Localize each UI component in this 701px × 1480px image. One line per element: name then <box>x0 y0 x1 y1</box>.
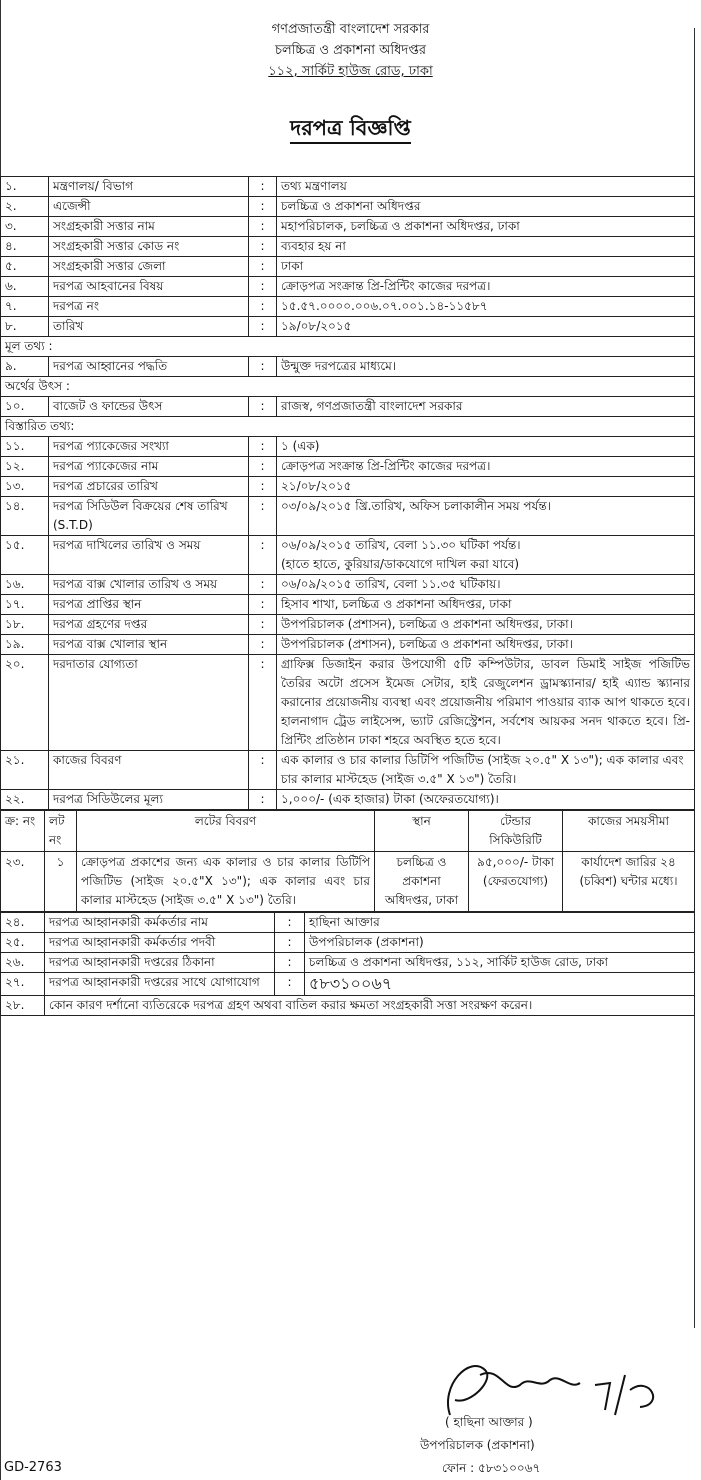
table-row <box>1 595 695 615</box>
row-number: ৩. <box>1 217 49 237</box>
lot-header-desc: লটের বিবরণ <box>77 811 375 852</box>
row-number: ১১. <box>1 437 49 457</box>
row-label: এজেন্সী <box>49 197 249 217</box>
row-value: উপপরিচালক (প্রশাসন), চলচ্চিত্র ও প্রকাশনা অধিদপ্তর, ঢাকা। <box>277 635 695 655</box>
row-colon: : <box>249 297 277 317</box>
row-label: বাজেট ও ফান্ডের উৎস <box>49 397 249 417</box>
table-row <box>1 575 695 595</box>
signatory-designation: উপপরিচালক (প্রকাশনা) <box>420 1438 535 1452</box>
row-value: উপপরিচালক (প্রশাসন), চলচ্চিত্র ও প্রকাশনা অধিদপ্তর, ঢাকা। <box>277 615 695 635</box>
row-number: ৮. <box>1 317 49 337</box>
row-colon: : <box>249 257 277 277</box>
row-label: মন্ত্রণালয়/ বিভাগ <box>49 177 249 197</box>
lot-header-place: স্থান <box>375 811 469 852</box>
row-value: ক্রোড়পত্র সংক্রান্ত প্রি-প্রিন্টিং কাজের দরপত্র। <box>277 457 695 477</box>
row-number: ২০. <box>1 655 49 751</box>
row-label: দরপত্র প্যাকেজের নাম <box>49 457 249 477</box>
table-row <box>1 257 695 277</box>
row-number: ৪. <box>1 237 49 257</box>
table-row <box>1 996 695 1016</box>
row-number: ২১. <box>1 751 49 790</box>
row-value: উপপরিচালক (প্রকাশনা) <box>305 933 695 953</box>
row-number: ১২. <box>1 457 49 477</box>
row-value: ১৯/০৮/২০১৫ <box>277 317 695 337</box>
row-number: ৬. <box>1 277 49 297</box>
table-row <box>1 655 695 751</box>
info-table <box>0 176 695 810</box>
lot-header-time: কাজের সময়সীমা <box>563 811 695 852</box>
row-number: ১০. <box>1 397 49 417</box>
row-label: দরপত্র দাখিলের তারিখ ও সময় <box>49 536 249 575</box>
row-number: ১৩. <box>1 477 49 497</box>
row-value: ১ (এক) <box>277 437 695 457</box>
row-value: চলচ্চিত্র ও প্রকাশনা অধিদপ্তর <box>277 197 695 217</box>
row-colon: : <box>275 933 305 953</box>
lot-description: ক্রোড়পত্র প্রকাশের জন্য এক কালার ও চার কালার ডিটিপি পজিটিভ (সাইজ ২০.৫"X ১৩"); এক কালার এবং চার কালার মাস্টহেড (সাইজ ৩.৫" X ১৩") তৈরি। <box>77 852 375 912</box>
row-colon: : <box>249 177 277 197</box>
row-value: ব্যবহার হয় না <box>277 237 695 257</box>
table-row <box>1 237 695 257</box>
row-colon: : <box>249 595 277 615</box>
table-row <box>1 953 695 973</box>
row-value: হাছিনা আক্তার <box>305 913 695 933</box>
row-number: ১৭. <box>1 595 49 615</box>
lot-place: চলচ্চিত্র ও প্রকাশনা অধিদপ্তর, ঢাকা <box>375 852 469 912</box>
lot-table <box>0 810 695 912</box>
row-value: মহাপরিচালক, চলচ্চিত্র ও প্রকাশনা অধিদপ্তর, ঢাকা <box>277 217 695 237</box>
row-value: রাজস্ব, গণপ্রজাতন্ত্রী বাংলাদেশ সরকার <box>277 397 695 417</box>
row-number: ৭. <box>1 297 49 317</box>
row-colon: : <box>249 217 277 237</box>
table-row <box>1 751 695 790</box>
row-value: ০৩/০৯/২০১৫ খ্রি.তারিখ, অফিস চলাকালীন সময় পর্যন্ত। <box>277 497 695 536</box>
lot-security: ৯৫,০০০/- টাকা (ফেরতযোগ্য) <box>469 852 563 912</box>
footer-code: GD-2763 <box>4 1460 62 1475</box>
row-number: ১৪. <box>1 497 49 536</box>
lot-header-lot: লট নং <box>45 811 77 852</box>
row-number: ২৬. <box>1 953 45 973</box>
table-row <box>1 913 695 933</box>
officer-table <box>0 912 695 1016</box>
row-value-line: (হাতে হাতে, কুরিয়ার/ডাকযোগে দাখিল করা যাবে) <box>281 557 520 571</box>
row-number: ৫. <box>1 257 49 277</box>
row-colon: : <box>249 536 277 575</box>
row-label: দরদাতার যোগ্যতা <box>49 655 249 751</box>
row-colon: : <box>249 457 277 477</box>
row-label: দরপত্র সিডিউলের মূল্য <box>49 790 249 810</box>
row-colon: : <box>275 953 305 973</box>
row-colon: : <box>249 575 277 595</box>
row-number: ২৪. <box>1 913 45 933</box>
row-value: ০৬/০৯/২০১৫ তারিখ, বেলা ১১.৩৫ ঘটিকায়। <box>277 575 695 595</box>
row-value: ক্রোড়পত্র সংক্রান্ত প্রি-প্রিন্টিং কাজের দরপত্র। <box>277 277 695 297</box>
row-number: ১৬. <box>1 575 49 595</box>
row-value: এক কালার ও চার কালার ডিটিপি পজিটিভ (সাইজ ২০.৫" X ১৩"); এক কালার এবং চার কালার মাস্টহেড (সাইজ ৩.৫" X ১৩") তৈরি। <box>277 751 695 790</box>
row-label: কাজের বিবরণ <box>49 751 249 790</box>
row-value: ৫৮৩১০০৬৭ <box>305 973 695 996</box>
table-row <box>1 177 695 197</box>
row-value: চলচ্চিত্র ও প্রকাশনা অধিদপ্তর, ১১২, সার্কিট হাউজ রোড, ঢাকা <box>305 953 695 973</box>
row-colon: : <box>275 913 305 933</box>
row-colon: : <box>249 437 277 457</box>
row-value: উন্মুক্ত দরপত্রের মাধ্যমে। <box>277 357 695 377</box>
row-number: ২৭. <box>1 973 45 996</box>
row-label: দরপত্র প্রাপ্তির স্থান <box>49 595 249 615</box>
lot-header-row <box>1 811 695 852</box>
header-address: ১১২, সার্কিট হাউজ রোড, ঢাকা <box>268 64 433 79</box>
row-value-line: ০৬/০৯/২০১৫ তারিখ, বেলা ১১.৩০ ঘটিকা পর্যন্ত। <box>281 538 521 552</box>
lot-header-security: টেন্ডার সিকিউরিটি <box>469 811 563 852</box>
row-label: দরপত্র নং <box>49 297 249 317</box>
row-colon: : <box>249 357 277 377</box>
row-label: দরপত্র আহ্বানকারী কর্মকর্তার নাম <box>45 913 275 933</box>
row-value <box>277 536 695 575</box>
row-number: ১৮. <box>1 615 49 635</box>
row-number: ২. <box>1 197 49 217</box>
lot-row <box>1 852 695 912</box>
table-row <box>1 457 695 477</box>
row-number: ৯. <box>1 357 49 377</box>
notice-title-text: দরপত্র বিজ্ঞপ্তি <box>290 116 411 144</box>
table-row <box>1 615 695 635</box>
header-government: গণপ্রজাতন্ত্রী বাংলাদেশ সরকার <box>271 22 430 37</box>
row-value: ১,০০০/- (এক হাজার) টাকা (অফেরতযোগ্য)। <box>277 790 695 810</box>
table-row <box>1 197 695 217</box>
signatory-phone: ফোন : ৫৮৩১০০৬৭ <box>442 1461 541 1475</box>
lot-serial: ২৩. <box>1 852 45 912</box>
row-colon: : <box>249 237 277 257</box>
row-colon: : <box>249 751 277 790</box>
row-colon: : <box>249 197 277 217</box>
table-row <box>1 790 695 810</box>
row-value: ঢাকা <box>277 257 695 277</box>
section-details: বিস্তারিত তথ্য: <box>1 417 695 437</box>
header-department: চলচ্চিত্র ও প্রকাশনা অধিদপ্তর <box>274 43 427 58</box>
lot-time: কার্যাদেশ জারির ২৪ (চব্বিশ) ঘন্টার মধ্যে। <box>563 852 695 912</box>
table-row <box>1 357 695 377</box>
row-value: তথ্য মন্ত্রণালয় <box>277 177 695 197</box>
row-number: ২৮. <box>1 996 45 1016</box>
signatory-name: ( হাছিনা আক্তার ) <box>445 1415 533 1429</box>
row-colon: : <box>249 635 277 655</box>
notice-title <box>0 112 701 147</box>
row-colon: : <box>249 615 277 635</box>
table-row <box>1 317 695 337</box>
row-label: দরপত্র প্যাকেজের সংখ্যা <box>49 437 249 457</box>
row-number: ১৫. <box>1 536 49 575</box>
table-row <box>1 297 695 317</box>
row-label: দরপত্র প্রচারের তারিখ <box>49 477 249 497</box>
row-label: সংগ্রহকারী সত্তার কোড নং <box>49 237 249 257</box>
row-colon: : <box>249 277 277 297</box>
row-value: ২১/০৮/২০১৫ <box>277 477 695 497</box>
row-label: দরপত্র সিডিউল বিক্রয়ের শেষ তারিখ (S.T.D) <box>49 497 249 536</box>
row-label: দরপত্র আহ্বানের পদ্ধতি <box>49 357 249 377</box>
row-label: সংগ্রহকারী সত্তার নাম <box>49 217 249 237</box>
table-row <box>1 477 695 497</box>
row-number: ১. <box>1 177 49 197</box>
row-number: ১৯. <box>1 635 49 655</box>
row-label: তারিখ <box>49 317 249 337</box>
lot-number: ১ <box>45 852 77 912</box>
row-value: ১৫.৫৭.০০০০.০০৬.০৭.০০১.১৪-১১৫৮৭ <box>277 297 695 317</box>
table-row <box>1 437 695 457</box>
table-row <box>1 277 695 297</box>
table-row <box>1 217 695 237</box>
row-label: দরপত্র গ্রহণের দপ্তর <box>49 615 249 635</box>
signature-image <box>410 1345 680 1425</box>
row-value: কোন কারণ দর্শানো ব্যতিরেকে দরপত্র গ্রহণ অথবা বাতিল করার ক্ষমতা সংগ্রহকারী সত্তা সংরক্ষণ করেন। <box>45 996 695 1016</box>
row-label: দরপত্র আহবানের বিষয় <box>49 277 249 297</box>
table-row <box>1 973 695 996</box>
table-row <box>1 635 695 655</box>
table-row <box>1 536 695 575</box>
row-colon: : <box>249 655 277 751</box>
row-value: হিসাব শাখা, চলচ্চিত্র ও প্রকাশনা অধিদপ্তর, ঢাকা <box>277 595 695 615</box>
row-colon: : <box>249 317 277 337</box>
section-basic-info: মূল তথ্য : <box>1 337 695 357</box>
table-row <box>1 397 695 417</box>
row-label: দরপত্র বাক্স খোলার তারিখ ও সময় <box>49 575 249 595</box>
section-fund-source: অর্থের উৎস : <box>1 377 695 397</box>
row-colon: : <box>249 477 277 497</box>
row-colon: : <box>249 397 277 417</box>
table-row <box>1 497 695 536</box>
row-colon: : <box>275 973 305 996</box>
row-label: দরপত্র আহ্বানকারী কর্মকর্তার পদবী <box>45 933 275 953</box>
row-label: দরপত্র আহ্বানকারী দপ্তরের সাথে যোগাযোগ <box>45 973 275 996</box>
row-number: ২২. <box>1 790 49 810</box>
lot-header-serial: ক্র: নং <box>1 811 45 852</box>
row-label: দরপত্র আহ্বানকারী দপ্তরের ঠিকানা <box>45 953 275 973</box>
table-row <box>1 933 695 953</box>
row-label: দরপত্র বাক্স খোলার স্থান <box>49 635 249 655</box>
row-colon: : <box>249 497 277 536</box>
row-colon: : <box>249 790 277 810</box>
row-value: গ্রাফিক্স ডিজাইন করার উপযোগী ৫টি কম্পিউটার, ডাবল ডিমাই সাইজ পজিটিভ তৈরির অটো প্রসেস ইমেজ সেটার, হাই রেজুলেশন ড্রামস্ক্যানার/ হাই এ্যান্ড স্ক্যানার করানোর প্রয়োজনীয় ব্যবস্থা এবং প্রয়োজনীয় পরিমাণ পাওয়ার ব্যাক আপ থাকতে হবে। হালনাগাদ ট্রেড লাইসেন্স, ভ্যাট রেজিস্ট্রেশন, সর্বশেষ আয়কর সনদ থাকতে হবে। প্রি-প্রিন্টিং প্রতিষ্ঠান ঢাকা শহরে অবস্থিত হতে হবে। <box>277 655 695 751</box>
row-number: ২৫. <box>1 933 45 953</box>
row-label: সংগ্রহকারী সত্তার জেলা <box>49 257 249 277</box>
